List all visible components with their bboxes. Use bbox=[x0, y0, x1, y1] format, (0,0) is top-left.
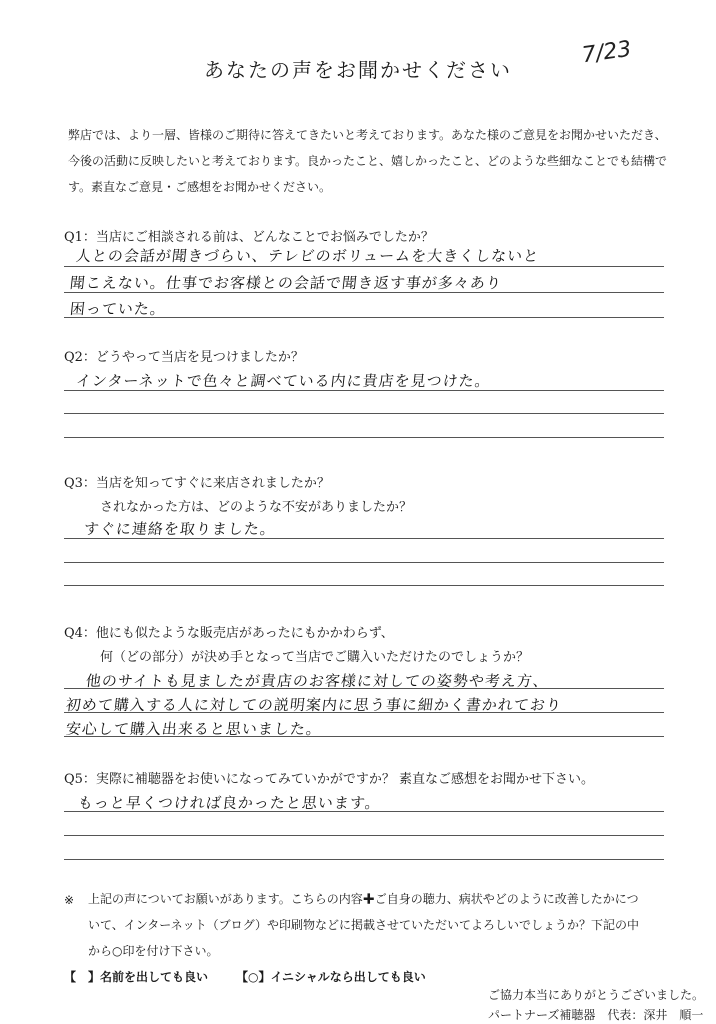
q5-answer-rule-3 bbox=[64, 859, 664, 860]
q3-answer-line-1: すぐに連絡を取りました。 bbox=[83, 520, 277, 538]
q3-answer-rule-3 bbox=[64, 585, 664, 586]
note-asterisk-mark: ※ bbox=[64, 893, 75, 907]
intro-paragraph: 弊店では、より一層、皆様のご期待に答えてきたいと考えております。あなた様のご意見をお聞かせいただき、今後の活動に反映したいと考えております。良かったこと、嬉しかったこと、どのような些細なことでも結構です。素直なご意見・ご感想をお聞かせください。 bbox=[68, 128, 668, 194]
q4-answer-line-1: 他のサイトも見ましたが貴店のお客様に対しての姿勢や考え方、 bbox=[85, 672, 550, 690]
q5-answer-line-1: もっと早くつければ良かったと思います。 bbox=[77, 794, 382, 812]
q5-question: Q5：実際に補聴器をお使いになってみていかがですか？ 素直なご感想をお聞かせ下さい。 bbox=[64, 772, 595, 787]
q2-answer-rule-2 bbox=[64, 413, 664, 414]
q4-answer-rule-1 bbox=[64, 688, 664, 689]
q5-answer-rule-2 bbox=[64, 835, 664, 836]
q4-answer-rule-2 bbox=[64, 712, 664, 713]
q3-answer-rule-2 bbox=[64, 562, 664, 563]
q1-question: Q1：当店にご相談される前は、どんなことでお悩みでしたか？ bbox=[64, 230, 434, 245]
q1-answer-line-3: 困っていた。 bbox=[69, 300, 167, 318]
q3-question-line-2: されなかった方は、どのような不安がありましたか？ bbox=[100, 500, 413, 515]
thanks-text: ご協力本当にありがとうございました。 bbox=[488, 988, 705, 1002]
option-name-ok: 【 】名前を出しても良い bbox=[64, 970, 209, 984]
q4-question: Q4：他にも似たような販売店があったにもかかわらず、 bbox=[64, 626, 394, 641]
note-line-1: 上記の声についてお願いがあります。こちらの内容✚ご自身の聴力、病状やどのように改善したかにつ bbox=[88, 892, 639, 906]
q3-answer-rule-1 bbox=[64, 538, 664, 539]
q4-question-line-2: 何（どの部分）が決め手となって当店でご購入いただけたのでしょうか？ bbox=[100, 650, 530, 665]
q1-answer-rule-3 bbox=[64, 317, 664, 318]
q1-answer-rule-1 bbox=[64, 266, 664, 267]
handwritten-date: 7/23 bbox=[580, 36, 633, 69]
option-initials-ok: 【○】イニシャルなら出しても良い bbox=[236, 970, 426, 984]
q5-answer-rule-1 bbox=[64, 811, 664, 812]
q1-answer-line-1: 人との会話が聞きづらい、テレビのボリュームを大きくしないと bbox=[75, 247, 541, 265]
q1-answer-line-2: 聞こえない。仕事でお客様との会話で聞き返す事が多々あり bbox=[69, 274, 503, 292]
q3-question: Q3：当店を知ってすぐに来店されましたか？ bbox=[64, 476, 330, 491]
q2-answer-line-1: インターネットで色々と調べている内に貴店を見つけた。 bbox=[75, 372, 492, 390]
signature-text: パートナーズ補聴器 代表：深井 順一 bbox=[488, 1008, 704, 1022]
note-line-3: から○印を付け下さい。 bbox=[88, 944, 219, 958]
q4-answer-line-2: 初めて購入する人に対しての説明案内に思う事に細かく書かれており bbox=[65, 696, 563, 714]
q2-answer-rule-3 bbox=[64, 437, 664, 438]
q4-answer-line-3: 安心して購入出来ると思いました。 bbox=[65, 720, 323, 738]
q1-answer-rule-2 bbox=[64, 292, 664, 293]
page-title: あなたの声をお聞かせください bbox=[204, 58, 512, 82]
q4-answer-rule-3 bbox=[64, 736, 664, 737]
note-line-2: いて、インターネット（ブログ）や印刷物などに掲載させていただいてよろしいでしょうか？下記の中 bbox=[88, 918, 640, 932]
q2-answer-rule-1 bbox=[64, 390, 664, 391]
q2-question: Q2：どうやって当店を見つけましたか？ bbox=[64, 350, 304, 365]
